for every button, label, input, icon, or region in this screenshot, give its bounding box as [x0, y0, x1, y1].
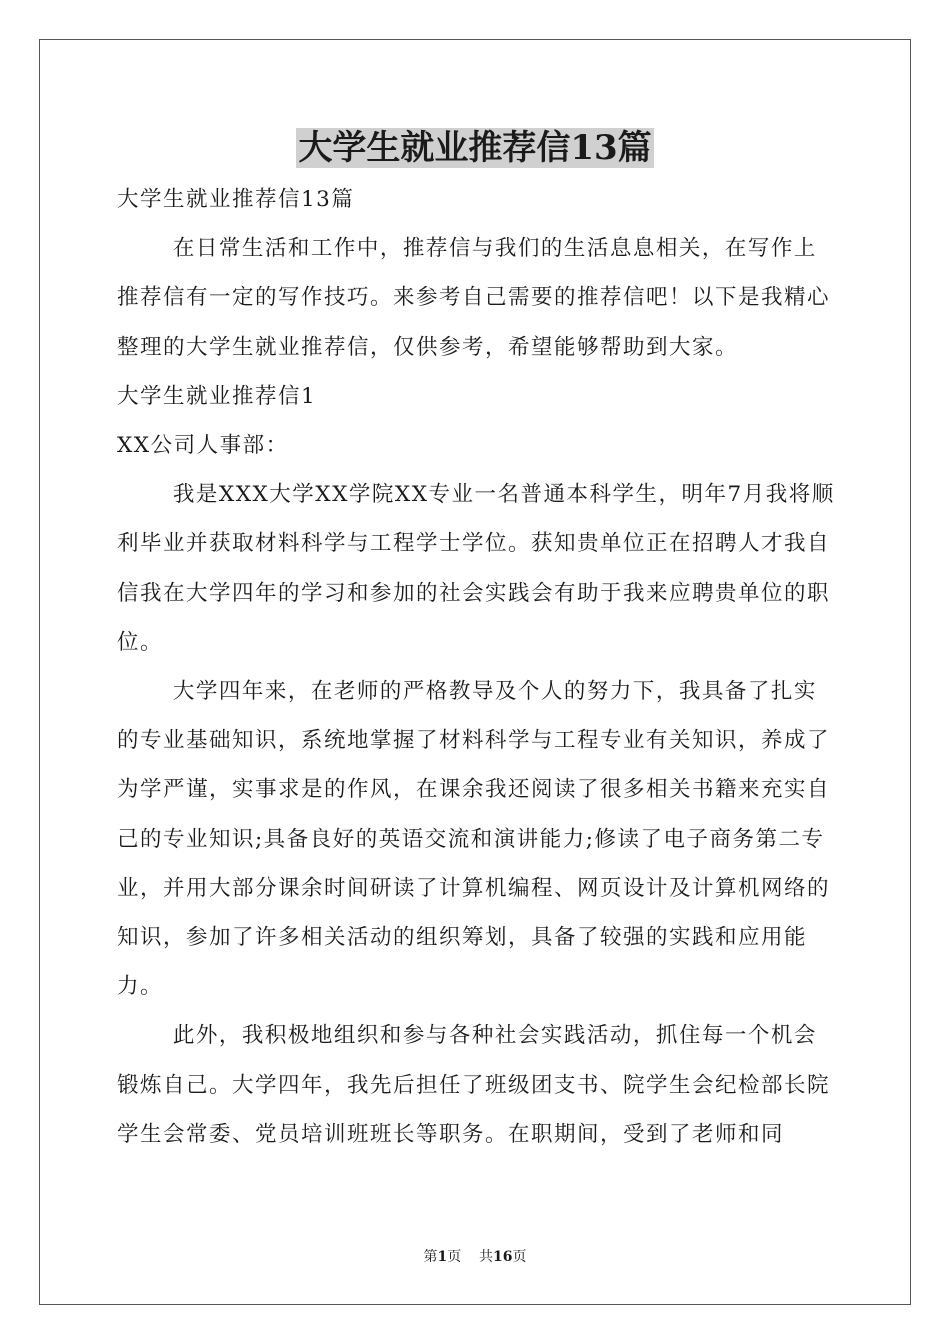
title-text: 大学生就业推荐信13篇	[298, 128, 652, 168]
intro-paragraph: 在日常生活和工作中，推荐信与我们的生活息息相关，在写作上推荐信有一定的写作技巧。来参考自己需要的推荐信吧！以下是我精心整理的大学生就业推荐信，仅供参考，希望能够帮助到大家。	[117, 236, 831, 360]
body-paragraph-3: 此外，我积极地组织和参与各种社会实践活动，抓住每一个机会锻炼自己。大学四年，我先后担任了班级团支书、院学生会纪检部长院学生会常委、党员培训班班长等职务。在职期间，受到了老师和同	[117, 1023, 831, 1147]
page-footer	[0, 1248, 950, 1266]
subtitle: 大学生就业推荐信13篇	[117, 187, 355, 212]
footer-total-pages: 16	[493, 1249, 513, 1265]
footer-middle: 页 共	[447, 1249, 494, 1265]
body-paragraph-1: 我是XXX大学XX学院XX专业一名普通本科学生，明年7月我将顺利毕业并获取材料科学与工程学士学位。获知贵单位正在招聘人才我自信我在大学四年的学习和参加的社会实践会有助于我来应聘贵单位的职位。	[117, 482, 835, 655]
footer-prefix: 第	[423, 1249, 438, 1265]
salutation: XX公司人事部：	[117, 433, 289, 459]
section-heading: 大学生就业推荐信1	[117, 383, 317, 409]
document-body	[117, 175, 837, 1159]
body-paragraph-2: 大学四年来，在老师的严格教导及个人的努力下，我具备了扎实的专业基础知识，系统地掌握了材料科学与工程专业有关知识，养成了为学严谨，实事求是的作风，在课余我还阅读了很多相关书籍来充实自己的专业知识;具备良好的英语交流和演讲能力;修读了电子商务第二专业，并用大部分课余时间研读了计算机编程、网页设计及计算机网络的知识，参加了许多相关活动的组织筹划，具备了较强的实践和应用能力。	[117, 679, 831, 1000]
document-title	[0, 126, 950, 170]
footer-current-page: 1	[437, 1249, 448, 1265]
footer-suffix: 页	[512, 1249, 527, 1265]
